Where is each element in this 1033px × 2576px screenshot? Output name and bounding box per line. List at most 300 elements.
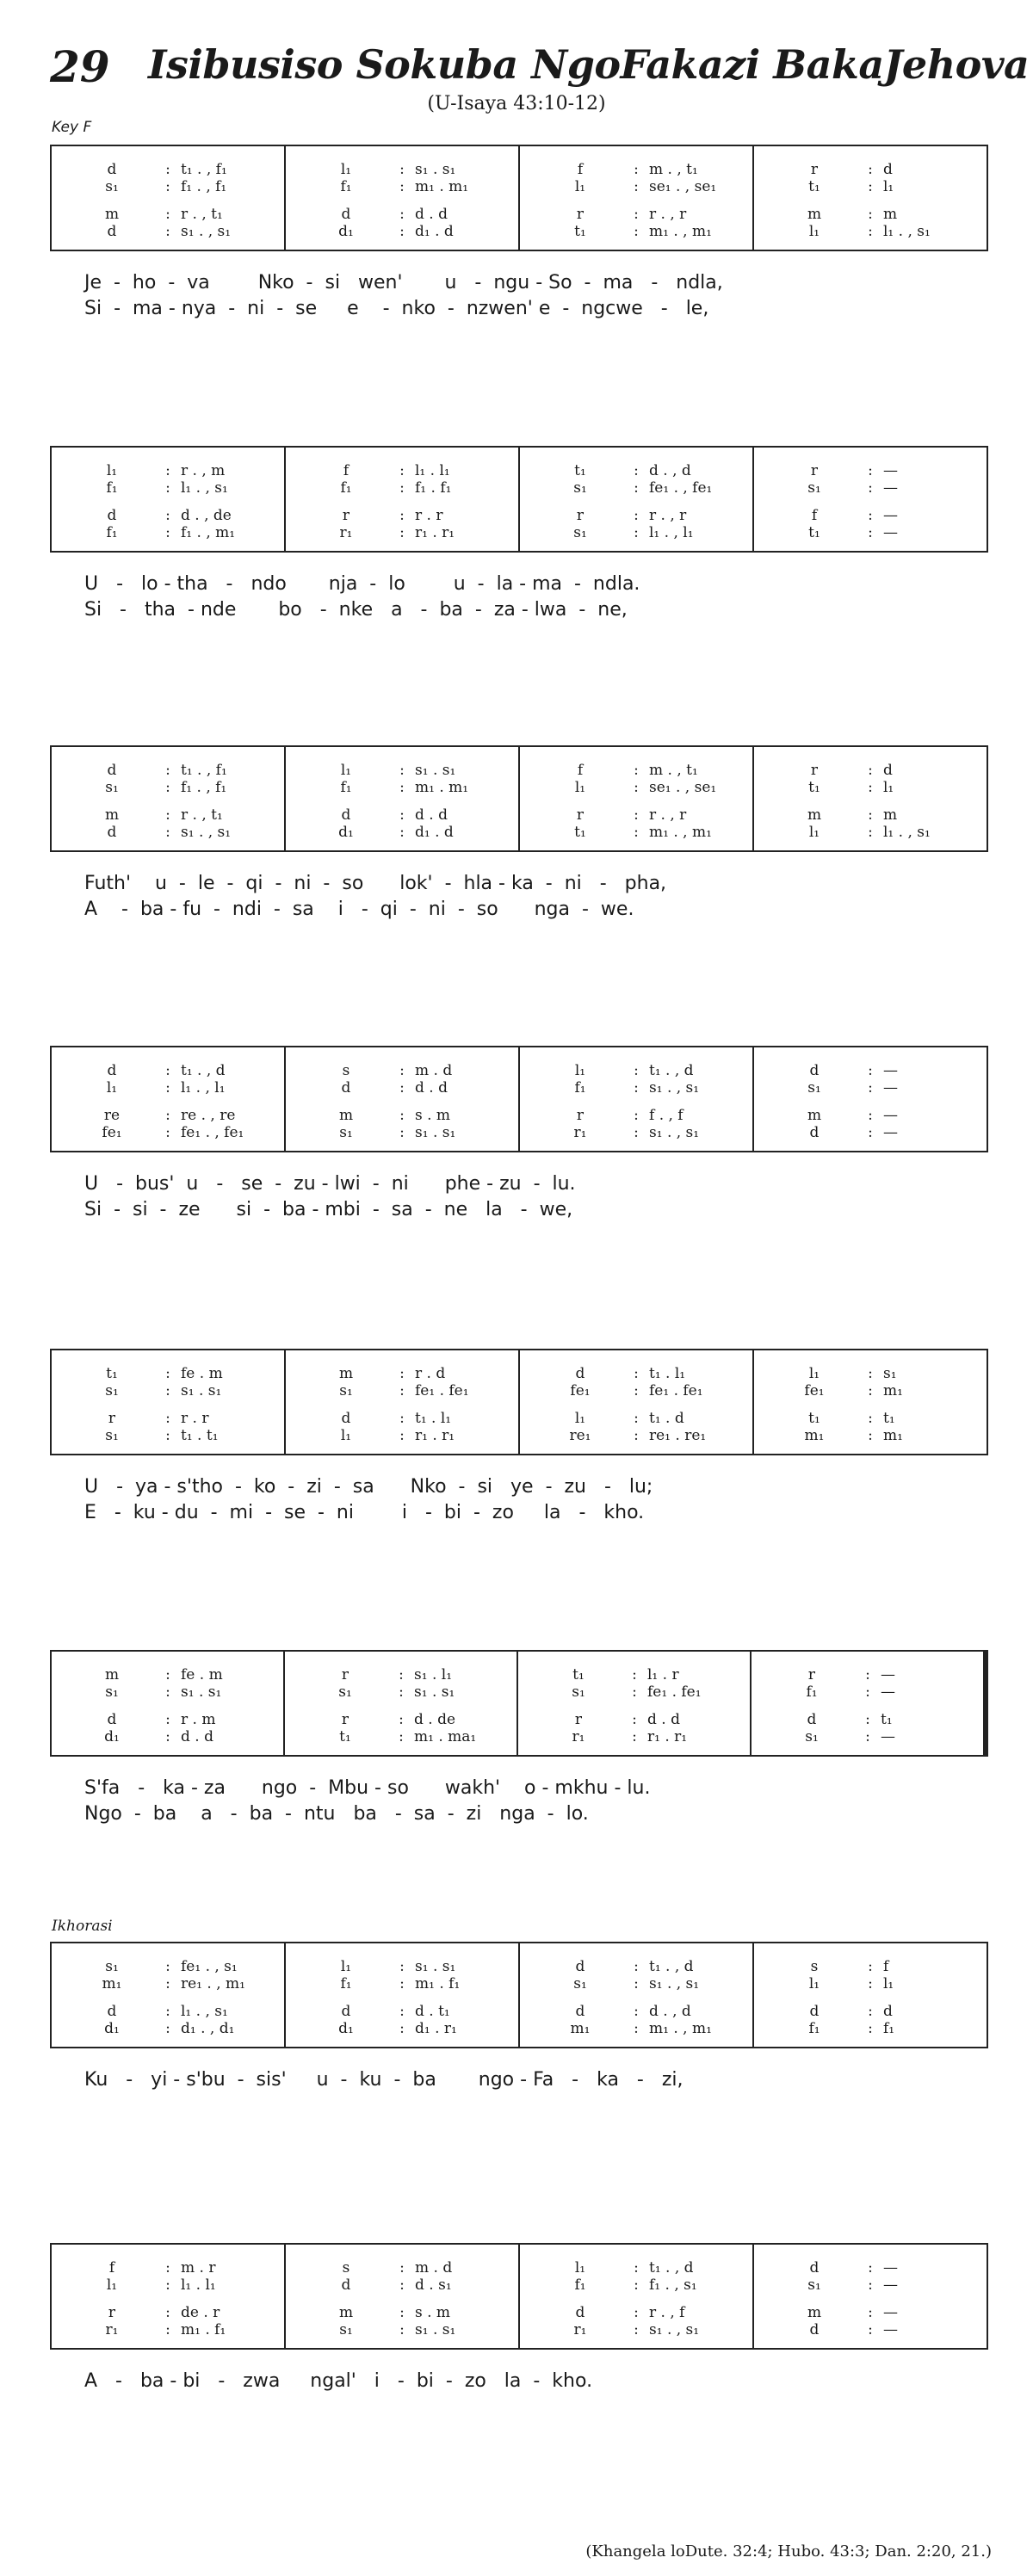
beat-colon: : bbox=[634, 2020, 639, 2037]
voice-row bbox=[52, 823, 284, 842]
beat-colon: : bbox=[634, 161, 639, 178]
voice-row bbox=[752, 1683, 983, 1702]
voice-row bbox=[286, 1364, 518, 1383]
voice-row bbox=[754, 461, 987, 480]
measure bbox=[286, 2245, 520, 2348]
beat-colon: : bbox=[165, 462, 170, 479]
voice-row bbox=[52, 761, 284, 780]
note-beat-2: de . r bbox=[181, 2304, 220, 2321]
voice-row bbox=[52, 461, 284, 480]
note-beat-2: — bbox=[883, 524, 898, 541]
note-beat-1: d bbox=[107, 824, 117, 841]
staff-box bbox=[50, 2243, 988, 2350]
lyric-line: A - ba - bi - zwa ngal' i - bi - zo la - kho. bbox=[84, 2370, 593, 2392]
beat-colon: : bbox=[868, 1958, 873, 1975]
note-beat-2: re₁ . re₁ bbox=[649, 1427, 707, 1444]
beat-colon: : bbox=[165, 178, 170, 195]
beat-colon: : bbox=[868, 2003, 873, 2020]
note-beat-2: r . , t₁ bbox=[181, 206, 223, 223]
beat-colon: : bbox=[165, 479, 170, 497]
beat-colon: : bbox=[634, 479, 639, 497]
note-beat-1: l₁ bbox=[106, 462, 118, 479]
note-beat-1: r bbox=[576, 507, 585, 524]
note-beat-2: r . , r bbox=[649, 507, 687, 524]
beat-colon: : bbox=[165, 161, 170, 178]
beat-colon: : bbox=[399, 1427, 405, 1444]
note-beat-2: d . s₁ bbox=[415, 2276, 452, 2294]
voice-row bbox=[286, 160, 518, 179]
voice-row bbox=[52, 205, 284, 224]
voice-row bbox=[52, 1710, 283, 1729]
beat-colon: : bbox=[632, 1711, 637, 1728]
music-system bbox=[50, 2243, 988, 2392]
measure bbox=[754, 2245, 987, 2348]
voice-row bbox=[520, 2320, 752, 2339]
voice-row bbox=[754, 1974, 987, 1993]
beat-colon: : bbox=[399, 1666, 404, 1683]
measure bbox=[52, 1047, 286, 1151]
note-beat-1: f₁ bbox=[340, 178, 352, 195]
note-beat-1: l₁ bbox=[574, 1410, 586, 1427]
beat-colon: : bbox=[634, 2259, 639, 2276]
note-beat-2: s₁ . s₁ bbox=[415, 1958, 456, 1975]
note-beat-2: s . m bbox=[415, 1107, 451, 1124]
note-beat-2: m₁ bbox=[883, 1427, 903, 1444]
measure bbox=[520, 747, 754, 850]
voice-row bbox=[286, 523, 518, 542]
note-beat-2: t₁ . d bbox=[649, 1410, 684, 1427]
note-beat-1: d bbox=[107, 1062, 117, 1079]
note-beat-2: fe₁ . , fe₁ bbox=[181, 1124, 244, 1141]
note-beat-1: f₁ bbox=[574, 1079, 586, 1096]
note-beat-2: r₁ . r₁ bbox=[647, 1728, 688, 1745]
note-beat-2: t₁ . l₁ bbox=[415, 1410, 452, 1427]
note-beat-1: l₁ bbox=[106, 1079, 118, 1096]
voice-row bbox=[752, 1665, 983, 1684]
voice-row bbox=[286, 806, 518, 825]
note-beat-2: re₁ . , m₁ bbox=[181, 1975, 245, 1992]
note-beat-1: s₁ bbox=[573, 524, 587, 541]
voice-row bbox=[520, 523, 752, 542]
beat-colon: : bbox=[868, 462, 873, 479]
beat-colon: : bbox=[634, 2304, 639, 2321]
note-beat-1: m bbox=[338, 1365, 354, 1382]
measure bbox=[52, 448, 286, 551]
note-beat-2: s . m bbox=[415, 2304, 451, 2321]
note-beat-1: r bbox=[341, 1711, 349, 1728]
beat-colon: : bbox=[634, 1382, 639, 1399]
voice-row bbox=[285, 1710, 516, 1729]
note-beat-2: s₁ . , s₁ bbox=[181, 824, 232, 841]
voice-row bbox=[754, 2303, 987, 2322]
voice-row bbox=[52, 2258, 284, 2277]
voice-row bbox=[52, 2303, 284, 2322]
note-beat-1: d bbox=[809, 1124, 820, 1141]
note-beat-2: s₁ . s₁ bbox=[181, 1382, 222, 1399]
voice-row bbox=[752, 1727, 983, 1746]
note-beat-1: d bbox=[341, 2003, 351, 2020]
note-beat-2: d . d bbox=[415, 806, 448, 824]
beat-colon: : bbox=[868, 806, 873, 824]
note-beat-2: m . r bbox=[181, 2259, 216, 2276]
note-beat-1: f₁ bbox=[340, 1975, 352, 1992]
note-beat-2: fe . m bbox=[181, 1666, 223, 1683]
note-beat-2: t₁ . l₁ bbox=[649, 1365, 686, 1382]
note-beat-1: m bbox=[338, 2304, 354, 2321]
beat-colon: : bbox=[165, 1365, 170, 1382]
beat-colon: : bbox=[868, 762, 873, 779]
voice-row bbox=[520, 205, 752, 224]
note-beat-1: s₁ bbox=[807, 1079, 821, 1096]
voice-row bbox=[286, 1106, 518, 1125]
note-beat-1: l₁ bbox=[340, 1427, 352, 1444]
voice-row bbox=[754, 160, 987, 179]
note-beat-1: s₁ bbox=[807, 2276, 821, 2294]
beat-colon: : bbox=[634, 779, 639, 796]
beat-colon: : bbox=[632, 1666, 637, 1683]
beat-colon: : bbox=[868, 206, 873, 223]
beat-colon: : bbox=[165, 2276, 170, 2294]
note-beat-2: d₁ . , d₁ bbox=[181, 2020, 235, 2037]
beat-colon: : bbox=[868, 2276, 873, 2294]
voice-row bbox=[520, 1364, 752, 1383]
note-beat-1: r₁ bbox=[339, 524, 353, 541]
lyric-line: Futh' u - le - qi - ni - so lok' - hla - ka - ni - pha, bbox=[84, 873, 667, 894]
voice-row bbox=[754, 823, 987, 842]
music-system bbox=[50, 446, 988, 621]
note-beat-2: — bbox=[883, 462, 898, 479]
music-system bbox=[50, 745, 988, 920]
note-beat-2: — bbox=[883, 1062, 898, 1079]
beat-colon: : bbox=[634, 462, 639, 479]
voice-row bbox=[286, 1078, 518, 1097]
note-beat-1: l₁ bbox=[808, 223, 820, 240]
note-beat-1: f bbox=[108, 2259, 115, 2276]
beat-colon: : bbox=[399, 1958, 405, 1975]
voice-row bbox=[520, 479, 752, 497]
note-beat-1: d bbox=[341, 1079, 351, 1096]
note-beat-2: fe₁ . fe₁ bbox=[415, 1382, 469, 1399]
note-beat-2: m₁ . , m₁ bbox=[649, 824, 712, 841]
staff-box bbox=[50, 1349, 988, 1455]
beat-colon: : bbox=[165, 1382, 170, 1399]
note-beat-1: r bbox=[807, 1666, 816, 1683]
note-beat-1: r₁ bbox=[572, 1728, 585, 1745]
voice-row bbox=[518, 1665, 750, 1684]
measure bbox=[520, 146, 754, 250]
note-beat-1: l₁ bbox=[106, 2276, 118, 2294]
note-beat-1: l₁ bbox=[808, 824, 820, 841]
beat-colon: : bbox=[634, 806, 639, 824]
measure bbox=[520, 448, 754, 551]
note-beat-2: m₁ . m₁ bbox=[415, 779, 469, 796]
note-beat-2: m . , t₁ bbox=[649, 762, 698, 779]
note-beat-2: d₁ . r₁ bbox=[415, 2020, 457, 2037]
beat-colon: : bbox=[399, 2020, 405, 2037]
beat-colon: : bbox=[868, 1107, 873, 1124]
beat-colon: : bbox=[634, 223, 639, 240]
voice-row bbox=[520, 1974, 752, 1993]
staff-box bbox=[50, 1650, 988, 1757]
voice-row bbox=[52, 1426, 284, 1445]
voice-row bbox=[286, 2258, 518, 2277]
note-beat-2: l₁ . l₁ bbox=[415, 462, 450, 479]
note-beat-2: fe₁ . fe₁ bbox=[647, 1683, 702, 1701]
note-beat-2: — bbox=[883, 1107, 898, 1124]
note-beat-1: r bbox=[574, 1711, 583, 1728]
voice-row bbox=[52, 1061, 284, 1080]
voice-row bbox=[52, 2019, 284, 2038]
voice-row bbox=[52, 2002, 284, 2021]
beat-colon: : bbox=[868, 824, 873, 841]
voice-row bbox=[286, 2002, 518, 2021]
note-beat-1: l₁ bbox=[340, 161, 352, 178]
note-beat-2: m₁ . f₁ bbox=[415, 1975, 461, 1992]
beat-colon: : bbox=[868, 178, 873, 195]
voice-row bbox=[520, 806, 752, 825]
voice-row bbox=[286, 2303, 518, 2322]
voice-row bbox=[286, 778, 518, 797]
note-beat-2: f₁ . , s₁ bbox=[649, 2276, 697, 2294]
beat-colon: : bbox=[634, 762, 639, 779]
voice-row bbox=[754, 1078, 987, 1097]
beat-colon: : bbox=[865, 1728, 870, 1745]
note-beat-2: f₁ . , f₁ bbox=[181, 779, 227, 796]
measure bbox=[754, 146, 987, 250]
note-beat-1: f bbox=[577, 161, 584, 178]
note-beat-2: — bbox=[883, 2259, 898, 2276]
beat-colon: : bbox=[868, 223, 873, 240]
note-beat-2: r . m bbox=[181, 1711, 216, 1728]
note-beat-2: fe . m bbox=[181, 1365, 223, 1382]
beat-colon: : bbox=[165, 779, 170, 796]
note-beat-1: f₁ bbox=[340, 479, 352, 497]
lyric-line: U - ya - s'tho - ko - zi - sa Nko - si ye - zu - lu; bbox=[84, 1476, 653, 1498]
note-beat-1: t₁ bbox=[106, 1365, 118, 1382]
note-beat-2: d . d bbox=[181, 1728, 213, 1745]
note-beat-2: — bbox=[883, 507, 898, 524]
measure bbox=[286, 1943, 520, 2047]
note-beat-2: m . d bbox=[415, 1062, 453, 1079]
note-beat-1: s₁ bbox=[573, 479, 587, 497]
note-beat-1: m bbox=[104, 806, 120, 824]
note-beat-1: t₁ bbox=[574, 223, 586, 240]
voice-row bbox=[518, 1727, 750, 1746]
note-beat-1: d bbox=[341, 806, 351, 824]
note-beat-1: m bbox=[807, 2304, 822, 2321]
voice-row bbox=[52, 778, 284, 797]
beat-colon: : bbox=[399, 2304, 405, 2321]
staff-box bbox=[50, 1942, 988, 2048]
note-beat-2: s₁ . , s₁ bbox=[649, 1124, 700, 1141]
voice-row bbox=[52, 523, 284, 542]
note-beat-2: m₁ bbox=[883, 1382, 903, 1399]
measure bbox=[286, 448, 520, 551]
voice-row bbox=[520, 1106, 752, 1125]
beat-colon: : bbox=[868, 2304, 873, 2321]
voice-row bbox=[754, 1106, 987, 1125]
note-beat-1: s₁ bbox=[339, 2321, 353, 2338]
beat-colon: : bbox=[399, 178, 405, 195]
note-beat-2: r . , t₁ bbox=[181, 806, 223, 824]
note-beat-2: d bbox=[883, 2003, 893, 2020]
beat-colon: : bbox=[165, 223, 170, 240]
note-beat-2: t₁ . , d bbox=[649, 2259, 694, 2276]
voice-row bbox=[285, 1665, 516, 1684]
note-beat-2: s₁ . , s₁ bbox=[649, 2321, 700, 2338]
beat-colon: : bbox=[399, 206, 405, 223]
voice-row bbox=[518, 1710, 750, 1729]
note-beat-2: l₁ . , s₁ bbox=[883, 824, 931, 841]
note-beat-2: l₁ bbox=[883, 779, 894, 796]
beat-colon: : bbox=[165, 524, 170, 541]
lyric-line: Si - tha - nde bo - nke a - ba - za - lwa - ne, bbox=[84, 599, 628, 621]
note-beat-1: t₁ bbox=[574, 824, 586, 841]
voice-row bbox=[286, 1957, 518, 1976]
voice-row bbox=[754, 177, 987, 196]
voice-row bbox=[520, 1123, 752, 1142]
voice-row bbox=[518, 1683, 750, 1702]
note-beat-1: s₁ bbox=[338, 1683, 352, 1701]
voice-row bbox=[52, 177, 284, 196]
note-beat-2: — bbox=[883, 1124, 898, 1141]
voice-row bbox=[286, 2320, 518, 2339]
note-beat-1: fe₁ bbox=[102, 1124, 122, 1141]
note-beat-1: r bbox=[341, 1666, 349, 1683]
note-beat-2: s₁ . s₁ bbox=[415, 1124, 456, 1141]
voice-row bbox=[520, 1426, 752, 1445]
note-beat-1: s₁ bbox=[339, 1382, 353, 1399]
note-beat-2: s₁ . , s₁ bbox=[181, 223, 232, 240]
beat-colon: : bbox=[634, 507, 639, 524]
beat-colon: : bbox=[165, 1079, 170, 1096]
beat-colon: : bbox=[399, 1062, 405, 1079]
measure bbox=[285, 1652, 518, 1755]
beat-colon: : bbox=[868, 524, 873, 541]
beat-colon: : bbox=[399, 524, 405, 541]
voice-row bbox=[754, 2002, 987, 2021]
beat-colon: : bbox=[868, 2020, 873, 2037]
beat-colon: : bbox=[165, 206, 170, 223]
measure bbox=[52, 146, 286, 250]
note-beat-1: t₁ bbox=[339, 1728, 351, 1745]
beat-colon: : bbox=[868, 161, 873, 178]
note-beat-1: f₁ bbox=[106, 524, 118, 541]
beat-colon: : bbox=[632, 1728, 637, 1745]
note-beat-1: s bbox=[342, 1062, 350, 1079]
note-beat-1: d bbox=[575, 1365, 585, 1382]
lyric-line: A - ba - fu - ndi - sa i - qi - ni - so nga - we. bbox=[84, 899, 634, 920]
note-beat-1: d₁ bbox=[338, 824, 354, 841]
staff-box bbox=[50, 1046, 988, 1152]
note-beat-1: l₁ bbox=[808, 1365, 820, 1382]
voice-row bbox=[754, 222, 987, 241]
note-beat-1: d bbox=[575, 2304, 585, 2321]
beat-colon: : bbox=[165, 762, 170, 779]
note-beat-2: f₁ . , m₁ bbox=[181, 524, 236, 541]
note-beat-1: re bbox=[103, 1107, 121, 1124]
note-beat-1: d₁ bbox=[104, 1728, 120, 1745]
note-beat-1: d₁ bbox=[104, 2020, 120, 2037]
voice-row bbox=[754, 1409, 987, 1428]
note-beat-2: r . r bbox=[415, 507, 443, 524]
note-beat-2: re . , re bbox=[181, 1107, 236, 1124]
note-beat-1: d bbox=[809, 1062, 820, 1079]
voice-row bbox=[520, 2276, 752, 2295]
voice-row bbox=[52, 1078, 284, 1097]
beat-colon: : bbox=[165, 2321, 170, 2338]
beat-colon: : bbox=[165, 2020, 170, 2037]
beat-colon: : bbox=[165, 1958, 170, 1975]
voice-row bbox=[52, 1381, 284, 1400]
note-beat-2: d . , de bbox=[181, 507, 232, 524]
beat-colon: : bbox=[165, 2003, 170, 2020]
lyric-line: U - bus' u - se - zu - lwi - ni phe - zu - lu. bbox=[84, 1173, 576, 1195]
note-beat-2: t₁ . , d bbox=[649, 1958, 694, 1975]
note-beat-2: s₁ . , s₁ bbox=[649, 1079, 700, 1096]
beat-colon: : bbox=[399, 806, 405, 824]
note-beat-2: — bbox=[883, 2304, 898, 2321]
voice-row bbox=[52, 1123, 284, 1142]
note-beat-2: d₁ . d bbox=[415, 824, 454, 841]
beat-colon: : bbox=[165, 1410, 170, 1427]
beat-colon: : bbox=[399, 1683, 404, 1701]
beat-colon: : bbox=[165, 1062, 170, 1079]
beat-colon: : bbox=[165, 1124, 170, 1141]
beat-colon: : bbox=[868, 1124, 873, 1141]
voice-row bbox=[52, 1106, 284, 1125]
note-beat-1: m bbox=[104, 206, 120, 223]
beat-colon: : bbox=[634, 206, 639, 223]
note-beat-1: s₁ bbox=[573, 1975, 587, 1992]
note-beat-1: r bbox=[810, 462, 819, 479]
note-beat-2: se₁ . , se₁ bbox=[649, 779, 717, 796]
note-beat-2: d bbox=[883, 762, 893, 779]
beat-colon: : bbox=[399, 223, 405, 240]
voice-row bbox=[754, 761, 987, 780]
measure bbox=[520, 1047, 754, 1151]
note-beat-1: t₁ bbox=[572, 1666, 585, 1683]
beat-colon: : bbox=[399, 1107, 405, 1124]
beat-colon: : bbox=[399, 2259, 405, 2276]
note-beat-2: m bbox=[883, 806, 898, 824]
lyric-line: Je - ho - va Nko - si wen' u - ngu - So - ma - ndla, bbox=[84, 272, 723, 293]
voice-row bbox=[52, 222, 284, 241]
note-beat-2: l₁ . , s₁ bbox=[181, 2003, 228, 2020]
note-beat-2: f₁ bbox=[883, 2020, 895, 2037]
voice-row bbox=[52, 160, 284, 179]
song-number: 29 bbox=[50, 41, 110, 92]
measure bbox=[286, 1350, 520, 1454]
note-beat-2: s₁ . s₁ bbox=[415, 161, 456, 178]
beat-colon: : bbox=[165, 1728, 170, 1745]
note-beat-1: f₁ bbox=[106, 479, 118, 497]
voice-row bbox=[752, 1710, 983, 1729]
voice-row bbox=[520, 222, 752, 241]
note-beat-2: l₁ . , l₁ bbox=[181, 1079, 226, 1096]
voice-row bbox=[754, 523, 987, 542]
measure bbox=[520, 1350, 754, 1454]
note-beat-1: t₁ bbox=[808, 1410, 820, 1427]
note-beat-2: f₁ . , f₁ bbox=[181, 178, 227, 195]
voice-row bbox=[52, 2276, 284, 2295]
beat-colon: : bbox=[634, 1062, 639, 1079]
note-beat-2: fe₁ . fe₁ bbox=[649, 1382, 703, 1399]
note-beat-1: f bbox=[577, 762, 584, 779]
note-beat-2: s₁ . s₁ bbox=[414, 1683, 455, 1701]
voice-row bbox=[52, 1683, 283, 1702]
note-beat-1: s₁ bbox=[339, 1124, 353, 1141]
